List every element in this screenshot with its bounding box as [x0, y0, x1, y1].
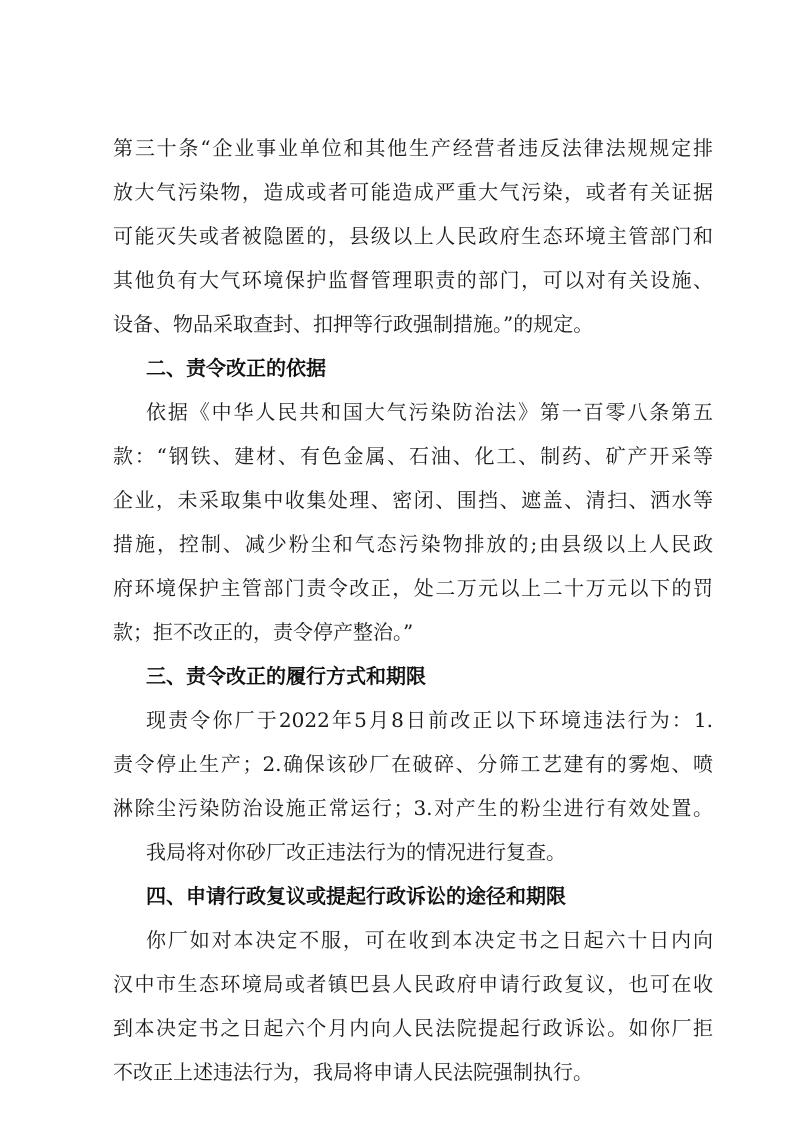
paragraph-line: 淋除尘污染防治设施正常运行；3.对产生的粉尘进行有效处置。	[113, 796, 713, 820]
paragraph-line: 企业，未采取集中收集处理、密闭、围挡、遮盖、清扫、洒水等	[113, 488, 713, 512]
paragraph-line: 放大气污染物，造成或者可能造成严重大气污染，或者有关证据	[113, 180, 713, 204]
section-heading: 三、责令改正的履行方式和期限	[146, 664, 426, 688]
paragraph-line: 我局将对你砂厂改正违法行为的情况进行复查。	[146, 840, 566, 864]
paragraph-line: 措施，控制、减少粉尘和气态污染物排放的;由县级以上人民政	[113, 532, 713, 556]
section-heading: 四、申请行政复议或提起行政诉讼的途径和期限	[146, 884, 566, 908]
paragraph-line: 现责令你厂于2022年5月8日前改正以下环境违法行为：1.	[146, 708, 713, 732]
paragraph-line: 款；拒不改正的，责令停产整治。”	[113, 620, 414, 644]
paragraph-line: 依据《中华人民共和国大气污染防治法》第一百零八条第五	[146, 400, 713, 424]
paragraph-line: 第三十条“企业事业单位和其他生产经营者违反法律法规规定排	[113, 136, 713, 160]
paragraph-line: 可能灭失或者被隐匿的，县级以上人民政府生态环境主管部门和	[113, 224, 713, 248]
paragraph-line: 款：“钢铁、建材、有色金属、石油、化工、制药、矿产开采等	[113, 444, 713, 468]
paragraph-line: 你厂如对本决定不服，可在收到本决定书之日起六十日内向	[146, 928, 713, 952]
paragraph-line: 到本决定书之日起六个月内向人民法院提起行政诉讼。如你厂拒	[113, 1016, 713, 1040]
section-heading: 二、责令改正的依据	[146, 356, 326, 380]
paragraph-line: 设备、物品采取查封、扣押等行政强制措施。”的规定。	[113, 312, 594, 336]
paragraph-line: 责令停止生产；2.确保该砂厂在破碎、分筛工艺建有的雾炮、喷	[113, 752, 713, 776]
paragraph-line: 其他负有大气环境保护监督管理职责的部门，可以对有关设施、	[113, 268, 713, 292]
paragraph-line: 府环境保护主管部门责令改正，处二万元以上二十万元以下的罚	[113, 576, 713, 600]
paragraph-line: 不改正上述违法行为，我局将申请人民法院强制执行。	[113, 1060, 593, 1084]
paragraph-line: 汉中市生态环境局或者镇巴县人民政府申请行政复议，也可在收	[113, 972, 713, 996]
